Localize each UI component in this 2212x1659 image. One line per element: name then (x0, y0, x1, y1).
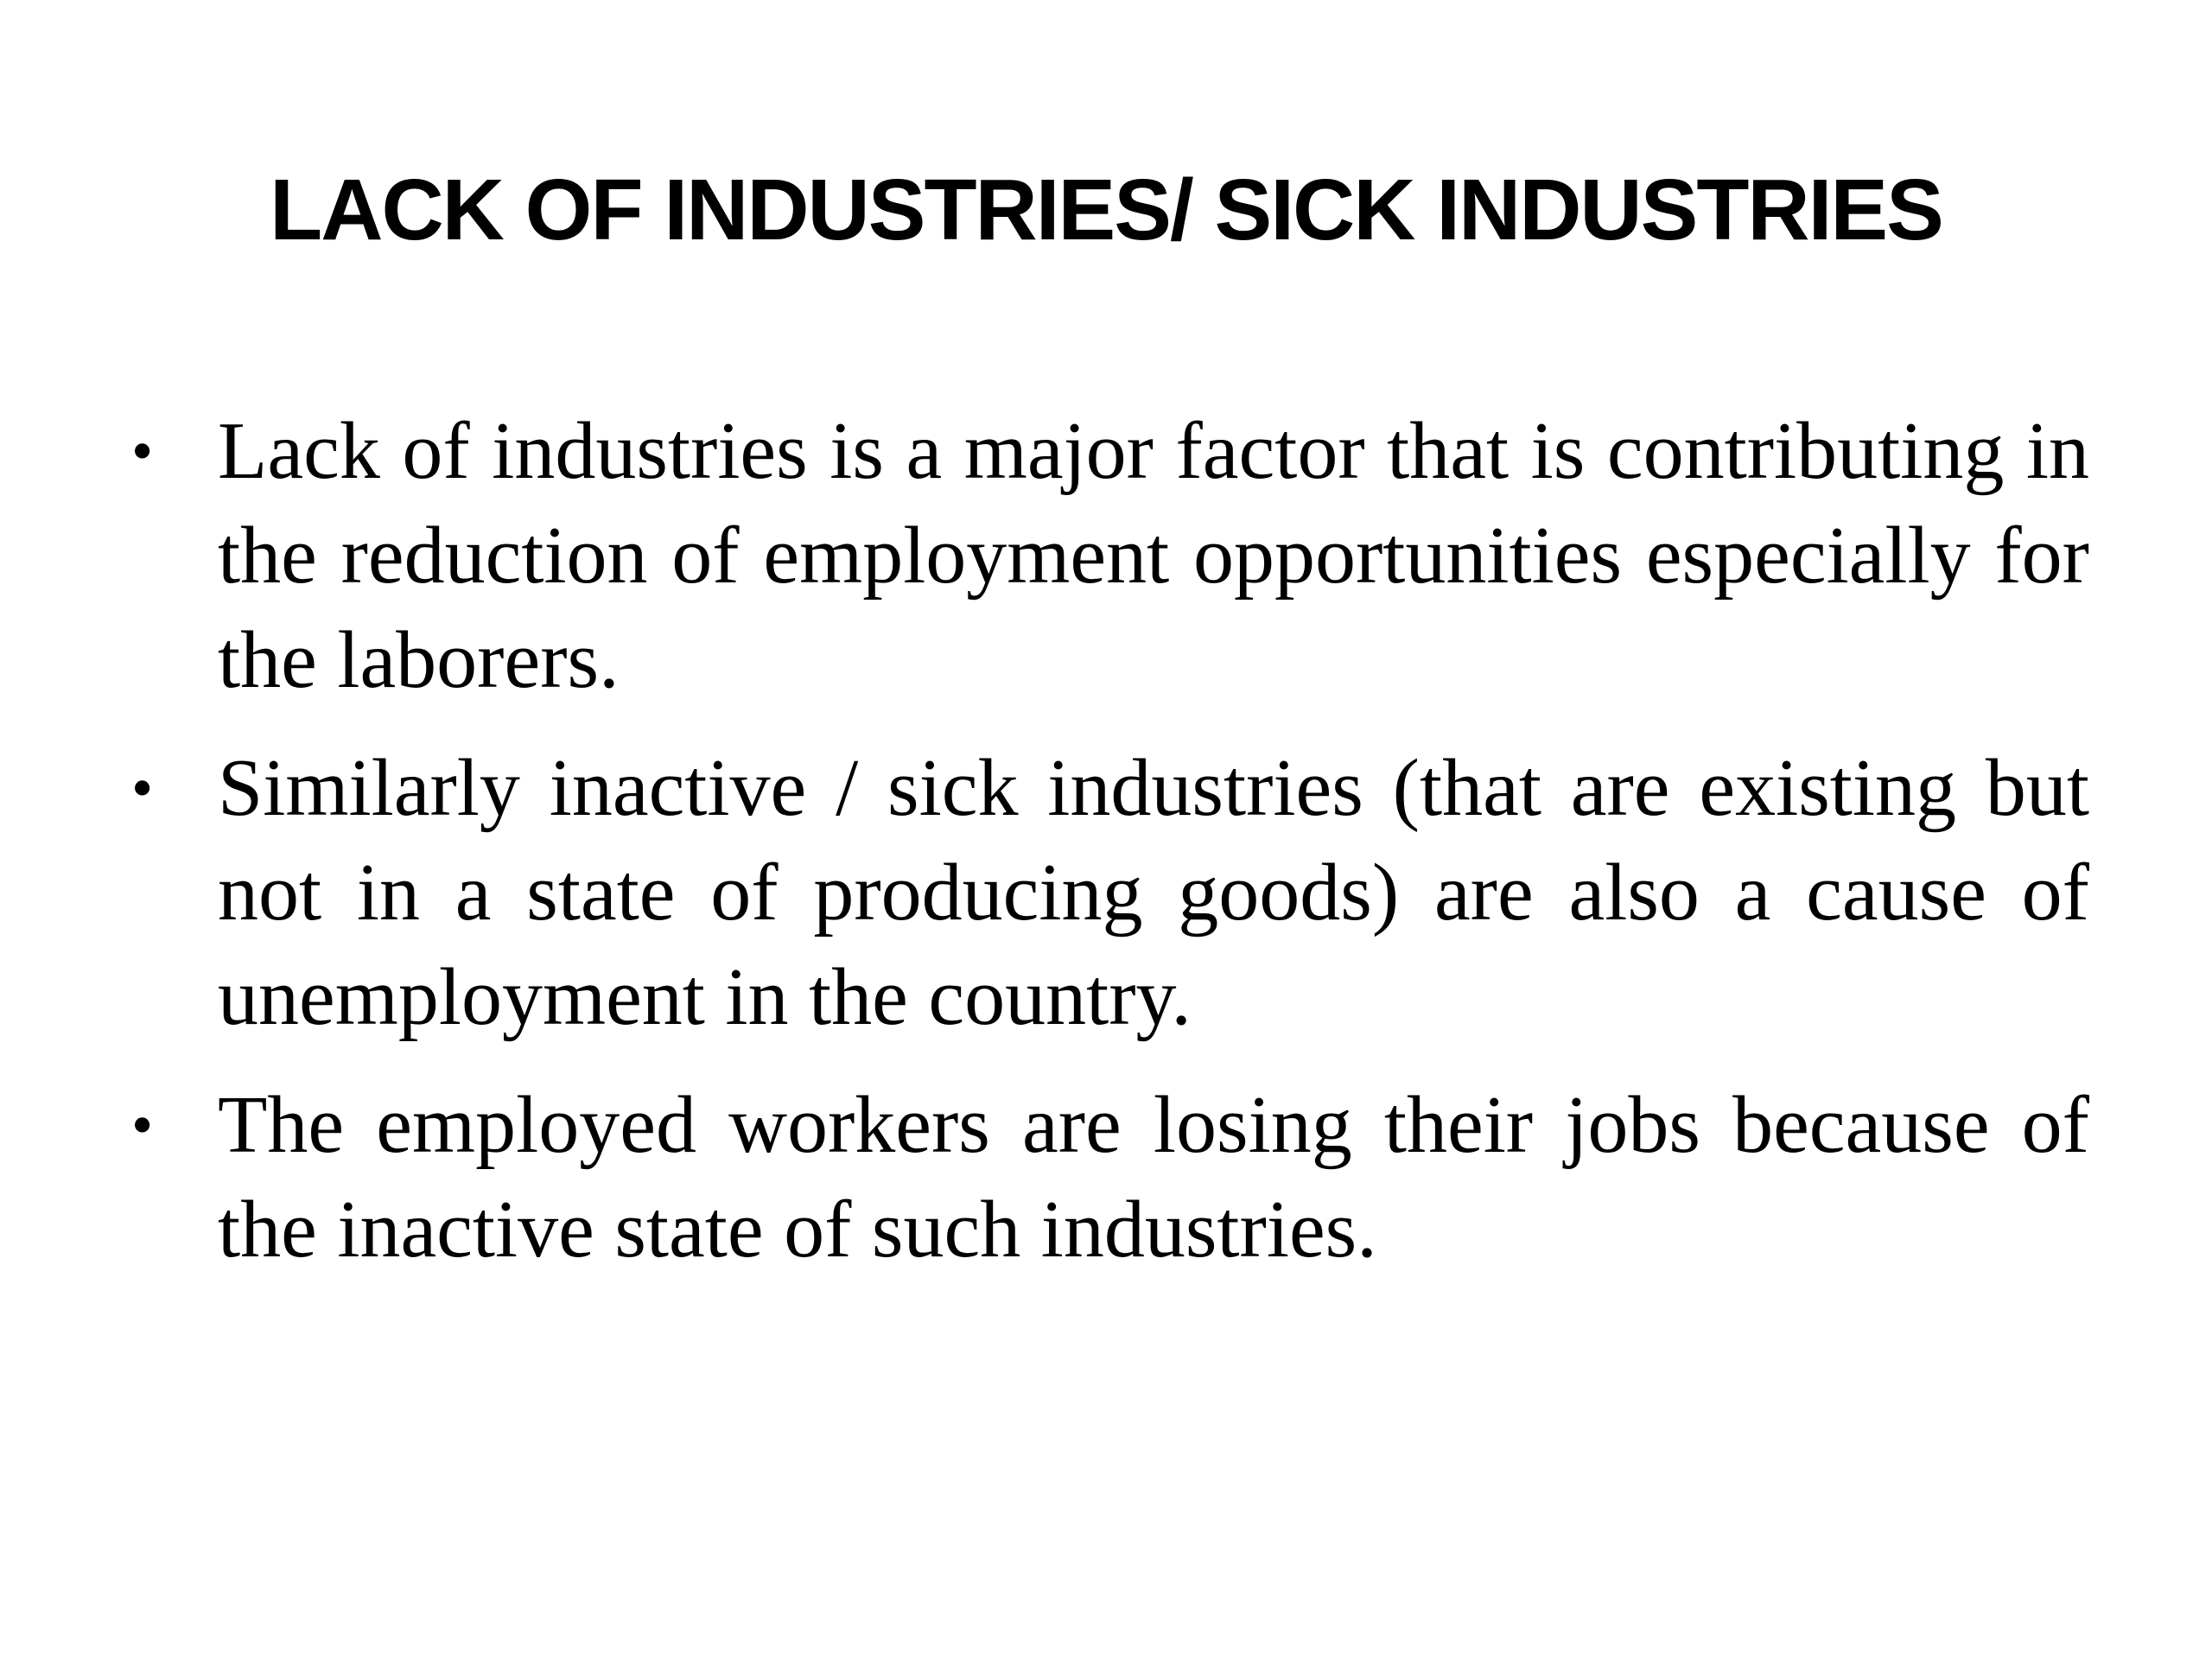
list-item (0, 1073, 2212, 1282)
bullet-icon: • (131, 753, 154, 823)
bullet-text: Lack of industries is a major factor that is contributing in the reduction of employment opportunities especially for the laborers. (218, 406, 2089, 705)
bullet-list (0, 399, 2212, 1306)
bullet-text: The employed workers are losing their jobs because of the inactive state of such industries. (218, 1080, 2089, 1274)
list-item (0, 399, 2212, 713)
bullet-icon: • (131, 1090, 154, 1160)
slide-title: LACK OF INDUSTRIES/ SICK INDUSTRIES (270, 162, 1942, 258)
bullet-icon: • (131, 416, 154, 486)
bullet-text: Similarly inactive / sick industries (that are existing but not in a state of producing goods) are also a cause of unemployment in the country. (218, 743, 2089, 1042)
list-item (0, 736, 2212, 1050)
